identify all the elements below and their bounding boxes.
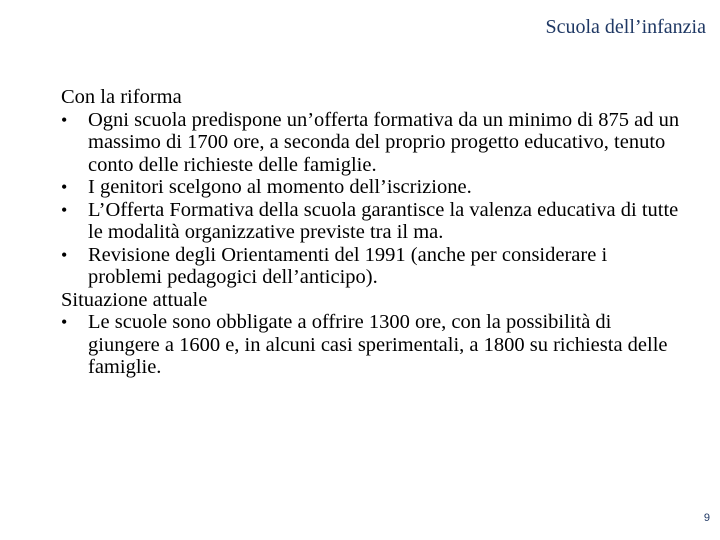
bullet-icon: •	[61, 244, 68, 265]
slide-content	[61, 86, 681, 379]
page-number: 9	[703, 512, 710, 524]
bullet-text: I genitori scelgono al momento dell’iscrizione.	[88, 176, 472, 198]
bullet-text: Le scuole sono obbligate a offrire 1300 ore, con la possibilità di giungere a 1600 e, in alcuni casi sperimentali, a 1800 su richiesta delle famiglie.	[88, 311, 668, 378]
bullet-text: Ogni scuola predispone un’offerta formativa da un minimo di 875 ad un massimo di 1700 ore, a seconda del proprio progetto educativo, tenuto conto delle richieste delle famiglie.	[88, 108, 680, 176]
section-heading-situazione: Situazione attuale	[61, 288, 208, 311]
bullet-icon: •	[61, 312, 68, 332]
list-item	[61, 109, 681, 177]
bullet-icon: •	[61, 199, 68, 220]
slide-title: Scuola dell’infanzia	[545, 16, 706, 38]
section-heading-riforma: Con la riforma	[61, 86, 182, 108]
list-item	[61, 199, 681, 244]
list-item	[61, 176, 681, 199]
bullet-text: L’Offerta Formativa della scuola garantisce la valenza educativa di tutte le modalità organizzative previste tra il ma.	[88, 198, 679, 243]
bullet-list-situazione	[61, 311, 681, 379]
bullet-list-riforma	[61, 109, 681, 289]
bullet-text: Revisione degli Orientamenti del 1991 (anche per considerare i problemi pedagogici dell’anticipo).	[88, 243, 608, 288]
list-item	[61, 311, 681, 379]
list-item	[61, 244, 681, 289]
bullet-icon: •	[61, 177, 68, 197]
bullet-icon: •	[61, 109, 68, 130]
